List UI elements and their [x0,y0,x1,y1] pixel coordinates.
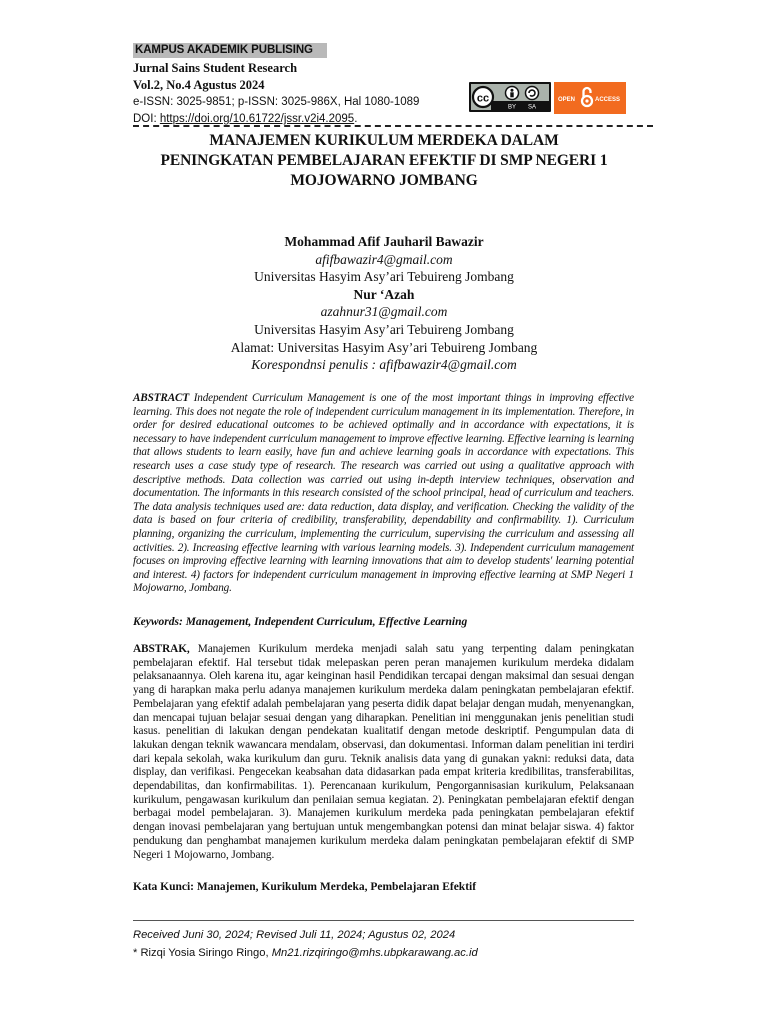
title-line: PENINGKATAN PEMBELAJARAN EFEKTIF DI SMP NEGERI 1 [160,152,608,169]
abstract-indonesian [133,643,634,862]
correspondence: Korespondnsi penulis : afifbawazir4@gmail.com [251,357,517,373]
title-line: MANAJEMEN KURIKULUM MERDEKA DALAM [209,132,559,149]
footnote-divider [133,920,634,921]
author2-affiliation: Universitas Hasyim Asy’ari Tebuireng Jombang [254,321,514,337]
doi-label: DOI: [133,113,160,125]
cc-by-sa-license-icon [469,82,551,112]
cc-by-sa-graphic [471,84,549,110]
author-block [0,233,768,374]
title-line: MOJOWARNO JOMBANG [290,172,478,189]
keywords-indonesian: Kata Kunci: Manajemen, Kurikulum Merdeka, Pembelajaran Efektif [133,881,477,893]
cc-sa-label: SA [527,104,537,110]
author2-email: azahnur31@gmail.com [320,304,448,320]
author1-affiliation: Universitas Hasyim Asy’ari Tebuireng Jombang [254,269,514,285]
article-title [100,131,668,191]
cc-by-label: BY [507,104,517,110]
doi-link[interactable]: https://doi.org/10.61722/jssr.v2i4.2095 [159,113,355,125]
corresponding-author-footnote [133,946,478,961]
open-access-icon [554,82,626,114]
footnote-author-name: * Rizqi Yosia Siringo Ringo, [133,947,272,959]
svg-text:cc: cc [476,92,490,105]
header-divider [133,125,653,127]
journal-name: Jurnal Sains Student Research [133,61,298,75]
abstract-en-label: ABSTRACT [133,392,189,404]
author-address: Alamat: Universitas Hasyim Asy’ari Tebuireng Jombang [230,339,538,355]
issn-pages: e-ISSN: 3025-9851; p-ISSN: 3025-986X, Hal 1080-1089 [133,96,420,108]
received-dates: Received Juni 30, 2024; Revised Juli 11, 2024; Agustus 02, 2024 [133,929,456,941]
abstract-id-label: ABSTRAK, [133,643,190,655]
author1-name: Mohammad Afif Jauharil Bawazir [284,234,484,249]
abstract-english [133,392,634,596]
oa-open-label: OPEN [558,97,576,103]
volume-issue: Vol.2, No.4 Agustus 2024 [133,78,265,92]
abstract-en-text: Independent Curriculum Management is one of the most important things in improving effective learning. This does not negate the role of independent curriculum management in its implementation. Therefore, in order for desired educational outcomes to be achieved optimally and in accordance with expectations, it is necessary to have independent curriculum management to improve effective learning. Effective learning is learning that allows students to learn easily, have fun and achieve learning goals in accordance with expectations. This research uses a case study type of research. The research was carried out using a qualitative approach with descriptive methods. Data collection was carried out using in-depth interview techniques, observation and documentation. The informants in this research consisted of the school principal, head of curriculum and teachers. The data analysis techniques used are: data reduction, data display, and verification. Checking the validity of the data is based on four criteria of credibility, transferability, dependability and confirmability. 1). Curriculum planning, organizing the curriculum, implementing the curriculum, supervising the curriculum and assessing all activities. 2). Increasing effective learning with various learning models. 3). Independent curriculum management focuses on improving effective learning with learning innovations that aim to develop students' learning potential and interest. 4) factors for independent curriculum management in improving effective learning at SMP Negeri 1 Mojowarno, Jombang. [133,392,634,595]
abstract-id-text: Manajemen Kurikulum merdeka menjadi salah satu yang terpenting dalam peningkatan pembelajaran efektif. Hal tersebut tidak melepaskan peren peran manajemen kurikulum merdeka didalam pelaksanaannya. Oleh karena itu, agar keinginan hasil Pendidikan tercapai dengan maksimal dan sesuai dengan yang di harapkan maka perlu adanya manajemen kurikulum merdeka dalam peningkatan pembelajaran efektif. Pembelajaran yang efektif adalah pembelajaran yang peserta didik dapat belajar dengan mudah, menyenangkan, dan mencapai tujuan belajar sesuai dengan yang diharapkan. Penelitian ini menggunakan jenis penelitian studi kasus. penelitian di lakukan dengan pendekatan kualitatif dengan metode deskriptif. Pengumpulan data di lakukan dengan teknik wawancara mendalam, observasi, dan dokumentasi. Informan dalam penelitian ini terdiri dari kepala sekolah, waka kurikulum dan guru. Teknik analisis data yang di gunakan yakni: reduksi data, data display, dan verifikasi. Pengecekan keabsahan data didasarkan pada empat kriteria kredibilitas, transferabilitas, dependabilitas, dan konfirmabilitas. 1). Perencanaan kurikulum, Pengorgannisasian kurikulum, Pelaksanaan kurikulum, pengawasan kurikulum dan penilaian semua kegiatan. 2). Peningkatan pembelajaran efektif dengan berbagai model pembelajaran. 3). Manajemen kurikulum merdeka pada peningkatan pembelajaran efektif dengan inovasi pembelajaran yang bertujuan untuk mengembangkan potensi dan minat belajar siswa. 4) faktor pendukung dan penghambat manajemen kurikulum merdeka dalam peningkatan pembelajaran efektif di SMP Negeri 1 Mojowarno, Jombang. [133,643,634,861]
author2-name: Nur ‘Azah [353,286,415,302]
author1-email: afifbawazir4@gmail.com [315,251,453,267]
footnote-author-email: Mn21.rizqiringo@mhs.ubpkarawang.ac.id [271,947,478,959]
publisher-label: KAMPUS AKADEMIK PUBLISING [133,43,327,58]
keywords-english: Keywords: Management, Independent Curriculum, Effective Learning [133,616,468,628]
doi-suffix: . [354,113,358,125]
oa-access-label: ACCESS [595,97,621,103]
open-access-graphic [554,82,626,114]
